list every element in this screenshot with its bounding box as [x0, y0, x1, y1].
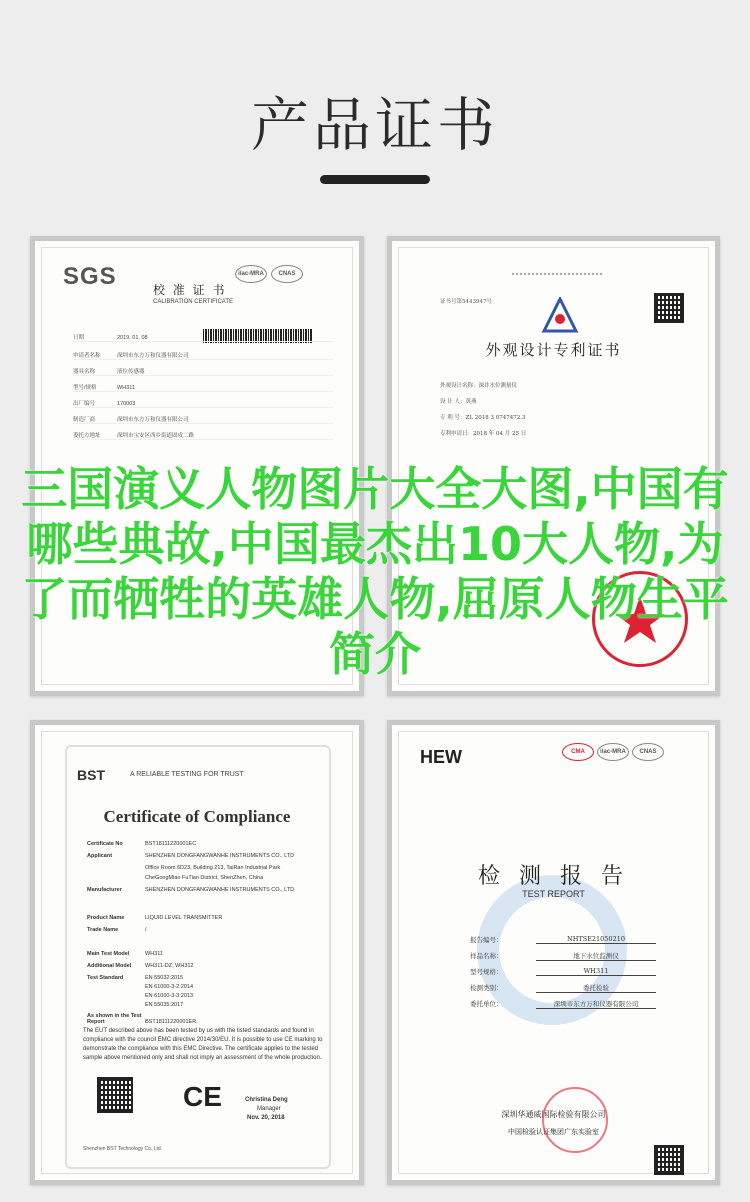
info-row: 委托方地址 深圳市宝安区西乡街道固戍二路 — [73, 431, 333, 440]
info-row: Additional Model WH311-DZ, WH312 — [87, 963, 194, 969]
lab-name: 深圳华通威国际检验有限公司 — [501, 1110, 606, 1119]
qr-code — [97, 1077, 133, 1113]
info-row: 制造厂商 深圳市东方万和仪器有限公司 — [73, 415, 333, 424]
certificate-title-cn: 校 准 证 书 — [153, 283, 227, 297]
bst-logo: BST — [77, 767, 105, 783]
patent-office-emblem — [540, 297, 580, 333]
decorative-border — [512, 263, 602, 275]
info-row: Office Room 6D23, Building 213, TaiRan Industrial Park — [145, 865, 281, 871]
report-title-cn: 检 测 报 告 — [478, 864, 629, 889]
sgs-logo: SGS — [63, 263, 117, 290]
report-line: 型号规格： WH311 — [470, 967, 503, 976]
compliance-certificate[interactable] — [30, 720, 364, 1185]
info-row: Trade Name / — [87, 927, 147, 933]
accreditation-logos — [562, 743, 664, 761]
hew-logo: HEW — [420, 747, 462, 767]
info-row: Manufacturer SHENZHEN DONGFANGWANHE INSTRUMENTS CO., LTD — [87, 887, 295, 893]
certificate-title-en: CALIBRATION CERTIFICATE — [153, 299, 234, 305]
red-seal — [542, 1087, 608, 1153]
certificate-footer: Shenzhen BST Technology Co.,Ltd. — [83, 1146, 163, 1152]
ce-mark: CE — [183, 1081, 222, 1112]
info-row: Main Test Model WH311 — [87, 951, 163, 957]
info-row: EN 61000-3-3:2013 — [145, 993, 194, 999]
overlay-headline: 三国演义人物图片大全大图,中国有哪些典故,中国最杰出10大人物,为了而牺牲的英雄人物,屈原人物生平简介 — [21, 462, 729, 681]
info-row: 出厂编号 170003 — [73, 399, 333, 408]
signer-name: Christina Deng — [245, 1097, 288, 1103]
sign-date: Nov. 20, 2018 — [247, 1115, 285, 1121]
report-line: 委托单位： 深圳市东方万和仪器有限公司 — [470, 999, 503, 1008]
ilac-logo: ilac-MRA — [235, 265, 267, 283]
info-row: 申请者名称 深圳市东方万和仪器有限公司 — [73, 351, 333, 360]
patent-line: 专利申请日：2018 年 04 月 25 日 — [440, 431, 527, 437]
certificate-title: Certificate of Compliance — [103, 807, 291, 826]
lab-subname: 中国检验认证集团广东实验室 — [508, 1128, 599, 1136]
compliance-statement: The EUT described above has been tested by us with the listed standards and found in compliance with the council EMC directive 2014/30/EU. It is possible to use CE marking to demonstrate the compliance with this EMC Directive. The certificate applies to the tested sample above mentioned only and shall not imply an assessment of the whole production. — [83, 1028, 323, 1061]
cnas-logo: CNAS — [271, 265, 303, 283]
page-title: 产品证书 — [250, 91, 499, 159]
patent-line: 设 计 人：黄燕 — [440, 399, 477, 405]
info-row: EN 61000-3-2:2014 — [145, 984, 194, 990]
qr-code — [654, 1145, 684, 1175]
test-report[interactable] — [387, 720, 720, 1185]
info-row: Test Standard EN 55032:2015 — [87, 975, 184, 981]
info-row: As shown in the Test Report BST18111220001ER. — [87, 1013, 198, 1025]
info-row: Product Name LIQUID LEVEL TRANSMITTER — [87, 915, 223, 921]
info-row: 器具名称 液位传感器 — [73, 367, 333, 376]
accreditation-logos — [235, 265, 303, 283]
info-row: EN 55035:2017 — [145, 1002, 184, 1008]
report-line: 报告编号： NHTSE21050210 — [470, 935, 503, 944]
bst-tagline: A RELIABLE TESTING FOR TRUST — [130, 771, 244, 778]
info-row: CheGongMiao FuTian District, ShenZhen, China — [145, 875, 264, 881]
ilac-logo: ilac-MRA — [597, 743, 629, 761]
patent-line: 专 利 号：ZL 2018 3 0747472.3 — [440, 415, 526, 421]
cnas-logo: CNAS — [632, 743, 664, 761]
info-row: Certificate No BST18111220001EC — [87, 841, 197, 847]
date-row: 日期 2019. 01. 08 — [73, 333, 333, 342]
report-line: 检测类别： 委托检验 — [470, 983, 503, 992]
title-underline — [320, 175, 430, 184]
patent-line: 外观设计名称：深井水位测量仪 — [440, 383, 518, 389]
certificate-title: 外观设计专利证书 — [485, 341, 622, 359]
info-row: Applicant SHENZHEN DONGFANGWANHE INSTRUMENTS CO., LTD — [87, 853, 295, 859]
report-title-en: TEST REPORT — [522, 889, 585, 899]
signer-role: Manager — [257, 1106, 281, 1112]
report-line: 样品名称： 地下水位监测仪 — [470, 951, 503, 960]
info-row: 型号/规格 WH311 — [73, 383, 333, 392]
qr-code — [654, 293, 684, 323]
cma-logo: CMA — [562, 743, 594, 761]
certificate-number: 证书号第5443947号 — [440, 299, 492, 305]
